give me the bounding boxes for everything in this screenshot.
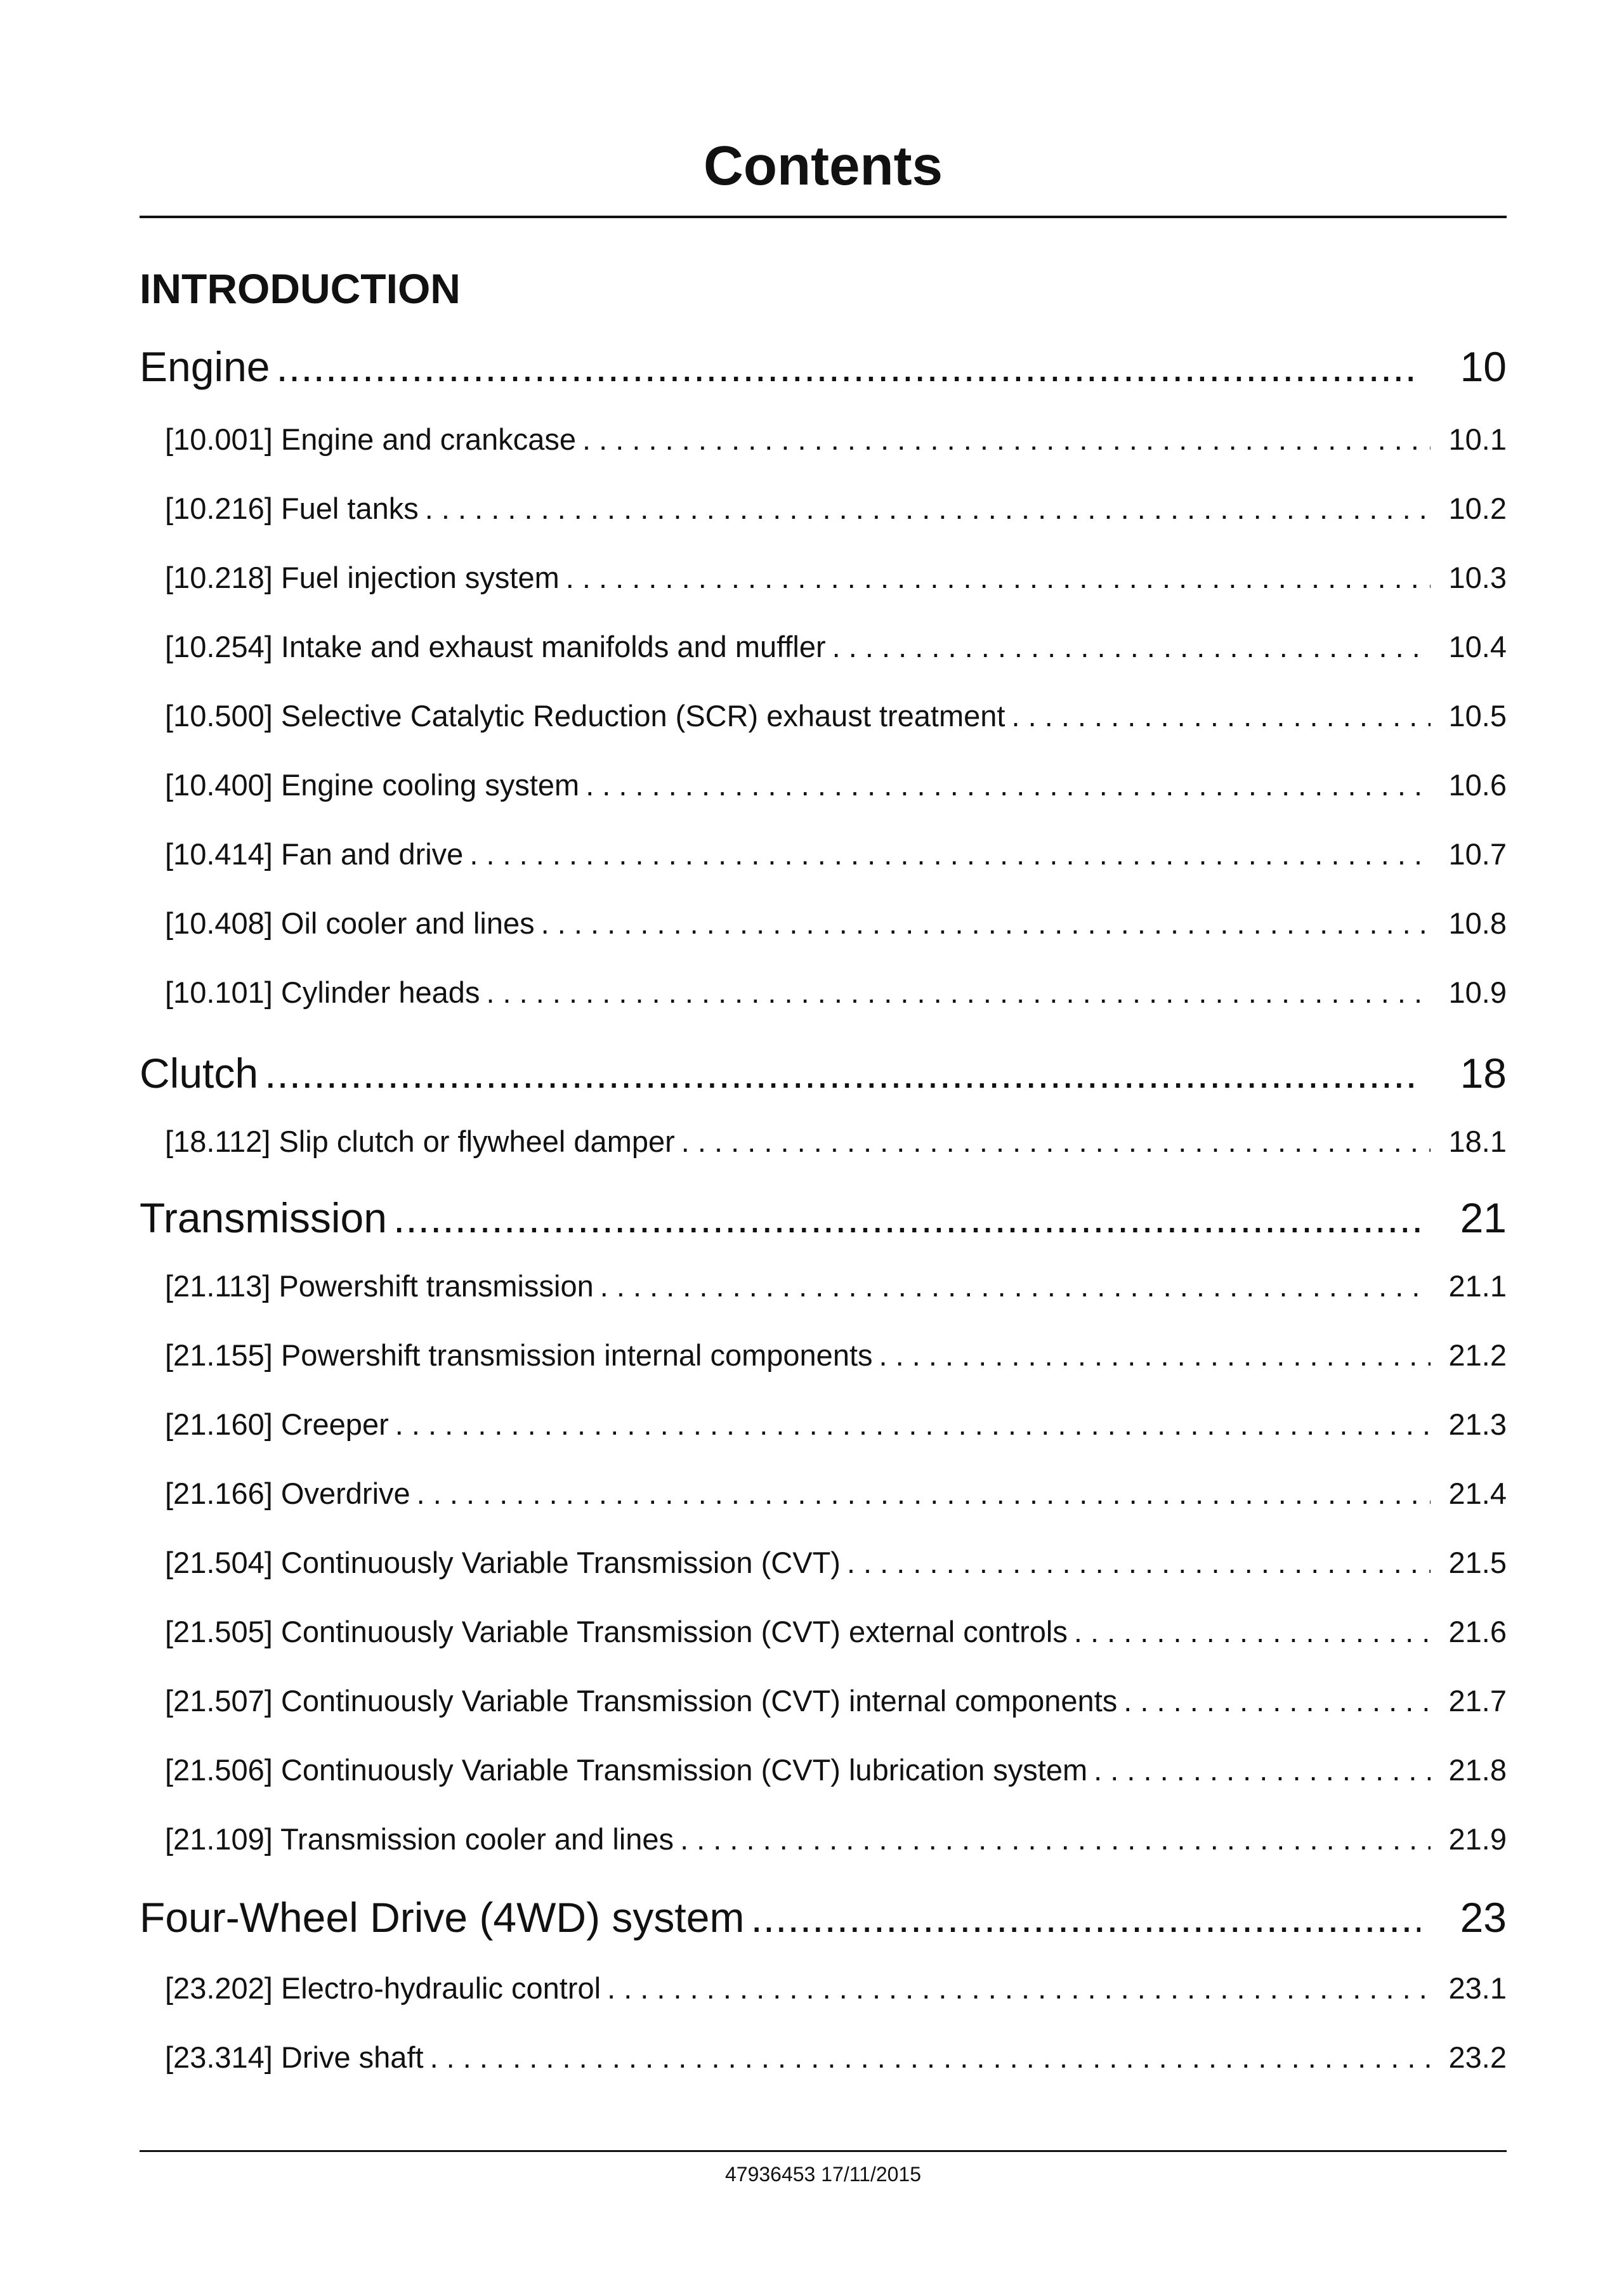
toc-section-transmission[interactable] (140, 1192, 1507, 1243)
toc-entry-page: 10.1 (1448, 422, 1507, 456)
dot-leader (417, 1475, 1431, 1513)
toc-entry-page: 10.7 (1448, 837, 1507, 871)
toc-section-page: 23 (1460, 1894, 1507, 1941)
toc-entry-label: [21.155] Powershift transmission internal components (165, 1338, 873, 1372)
toc-section-clutch[interactable] (140, 1048, 1507, 1099)
toc-entry[interactable] (165, 1751, 1507, 1789)
toc-entry-label: [10.414] Fan and drive (165, 837, 464, 871)
dot-leader (1094, 1751, 1431, 1789)
toc-section-label: Clutch (140, 1050, 259, 1097)
toc-entry[interactable] (165, 1336, 1507, 1374)
toc-section-label: Four-Wheel Drive (4WD) system (140, 1894, 745, 1941)
toc-entry[interactable] (165, 1267, 1507, 1305)
dot-leader (750, 1892, 1420, 1943)
dot-leader (607, 1969, 1431, 2007)
toc-section-label: Engine (140, 343, 270, 390)
toc-entry-label: [10.001] Engine and crankcase (165, 422, 577, 456)
dot-leader (541, 904, 1431, 943)
dot-leader (847, 1544, 1431, 1582)
dot-leader (486, 974, 1431, 1012)
dot-leader (1123, 1682, 1431, 1720)
toc-entry-page: 21.6 (1448, 1615, 1507, 1648)
toc-entry-page: 10.8 (1448, 906, 1507, 940)
toc-entry-label: [10.408] Oil cooler and lines (165, 906, 535, 940)
toc-entry-label: [21.505] Continuously Variable Transmission (CVT) external controls (165, 1615, 1068, 1648)
toc-section-page: 18 (1460, 1050, 1507, 1097)
toc-entry[interactable] (165, 559, 1507, 597)
dot-leader (832, 628, 1431, 666)
toc-section-page: 21 (1460, 1194, 1507, 1241)
toc-entry[interactable] (165, 1969, 1507, 2007)
toc-entry-page: 21.5 (1448, 1546, 1507, 1579)
toc-entry-label: [10.400] Engine cooling system (165, 768, 580, 802)
toc-entry-page: 23.1 (1448, 1971, 1507, 2005)
toc-entry-label: [10.254] Intake and exhaust manifolds and muffler (165, 630, 826, 663)
dot-leader (469, 835, 1431, 873)
toc-entry-page: 21.1 (1448, 1269, 1507, 1303)
toc-entry-label: [21.160] Creeper (165, 1407, 389, 1441)
toc-entry[interactable] (165, 974, 1507, 1012)
toc-entry-page: 10.3 (1448, 561, 1507, 594)
toc-entry-label: [21.504] Continuously Variable Transmission (CVT) (165, 1546, 841, 1579)
toc-entry-label: [21.506] Continuously Variable Transmission (CVT) lubrication system (165, 1753, 1088, 1787)
toc-entry-page: 21.7 (1448, 1684, 1507, 1718)
toc-entry[interactable] (165, 904, 1507, 943)
toc-entry[interactable] (165, 1544, 1507, 1582)
table-of-contents (140, 0, 1507, 2296)
dot-leader (393, 1192, 1420, 1243)
toc-entry[interactable] (165, 1406, 1507, 1444)
toc-entry-page: 10.4 (1448, 630, 1507, 663)
toc-entry[interactable] (165, 1682, 1507, 1720)
toc-entry[interactable] (165, 1475, 1507, 1513)
toc-entry[interactable] (165, 628, 1507, 666)
toc-entry-page: 10.6 (1448, 768, 1507, 802)
toc-entry-label: [10.218] Fuel injection system (165, 561, 560, 594)
toc-entry-label: [23.314] Drive shaft (165, 2040, 424, 2074)
footer-divider (140, 2150, 1507, 2152)
page-title: Contents (704, 135, 943, 197)
toc-entry-label: [23.202] Electro-hydraulic control (165, 1971, 601, 2005)
toc-entry-label: [21.507] Continuously Variable Transmission (CVT) internal components (165, 1684, 1118, 1718)
toc-entry-label: [10.500] Selective Catalytic Reduction (SCR) exhaust treatment (165, 699, 1005, 733)
toc-entry-page: 21.8 (1448, 1753, 1507, 1787)
toc-section-label: Transmission (140, 1194, 387, 1241)
dot-leader (425, 490, 1431, 528)
dot-leader (1074, 1613, 1431, 1651)
dot-leader (582, 421, 1431, 459)
dot-leader (566, 559, 1431, 597)
toc-entry-page: 21.2 (1448, 1338, 1507, 1372)
toc-entry-label: [10.101] Cylinder heads (165, 975, 480, 1009)
dot-leader (1011, 697, 1431, 735)
toc-entry-label: [21.109] Transmission cooler and lines (165, 1822, 674, 1856)
dot-leader (681, 1123, 1431, 1161)
toc-entry[interactable] (165, 835, 1507, 873)
toc-section-four-wheel-drive[interactable] (140, 1892, 1507, 1943)
toc-entry-page: 21.3 (1448, 1407, 1507, 1441)
toc-entry-page: 10.9 (1448, 975, 1507, 1009)
toc-entry-page: 18.1 (1448, 1125, 1507, 1158)
toc-entry[interactable] (165, 1123, 1507, 1161)
toc-entry[interactable] (165, 1820, 1507, 1858)
toc-entry-page: 23.2 (1448, 2040, 1507, 2074)
toc-entry-page: 10.2 (1448, 492, 1507, 525)
toc-section-page: 10 (1460, 343, 1507, 390)
toc-entry-page: 21.9 (1448, 1822, 1507, 1856)
footer-doc-number: 47936453 17/11/2015 (724, 2163, 922, 2186)
toc-section-engine[interactable] (140, 341, 1507, 392)
dot-leader (265, 1048, 1420, 1099)
toc-entry-label: [18.112] Slip clutch or flywheel damper (165, 1125, 675, 1158)
dot-leader (430, 2038, 1431, 2077)
toc-entry-page: 10.5 (1448, 699, 1507, 733)
toc-entry[interactable] (165, 421, 1507, 459)
toc-entry-label: [10.216] Fuel tanks (165, 492, 419, 525)
toc-entry-page: 21.4 (1448, 1477, 1507, 1510)
toc-entry[interactable] (165, 766, 1507, 804)
dot-leader (395, 1406, 1431, 1444)
dot-leader (277, 341, 1420, 392)
dot-leader (680, 1820, 1431, 1858)
toc-entry[interactable] (165, 490, 1507, 528)
toc-entry-label: [21.113] Powershift transmission (165, 1269, 594, 1303)
dot-leader (879, 1336, 1431, 1374)
dot-leader (600, 1267, 1431, 1305)
toc-entry-label: [21.166] Overdrive (165, 1477, 410, 1510)
toc-entry[interactable] (165, 697, 1507, 735)
toc-entry[interactable] (165, 2038, 1507, 2077)
intro-heading: INTRODUCTION (140, 265, 461, 312)
dot-leader (586, 766, 1431, 804)
toc-entry[interactable] (165, 1613, 1507, 1651)
